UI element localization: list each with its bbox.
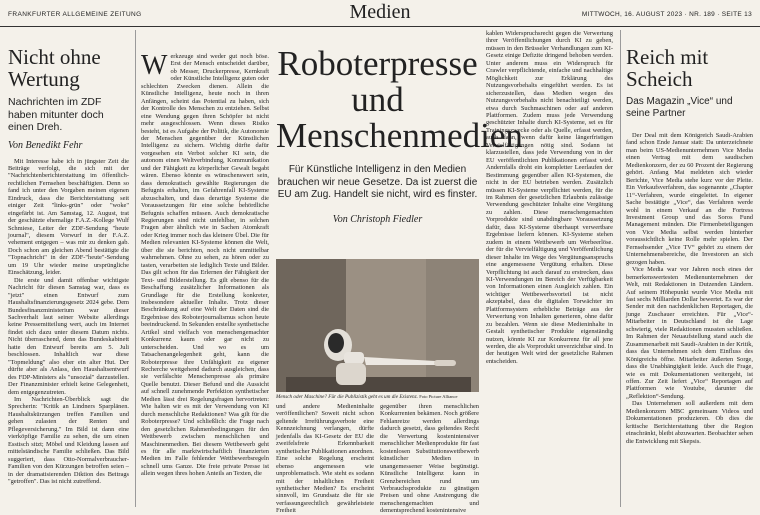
paragraph: Vice Media war vor Jahren noch eines der bemerkenswertesten Medienunternehmen der Welt, mit Redaktionen in Dutzenden Ländern. Auf seinem Höhepunkt wurde Vice Media mit fast sechs Milliarden Dollar bewertet. Es war der Sender mit den nachdenklichen Reportagen, die junge Zuschauer erreichten. Für „Vice“-Mitarbeiter in Deutschland ist die Lage schwierig, viele Redaktionen mussten schließen. Im Rahmen der Neuaufstellung stand auch die Zusammenarbeit mit Saudi-Arabien in der Kritik, dass das Unternehmen sich dem Einfluss des Königreichs öffne. Mitarbeiter äußerten Sorge, dass die Unabhängigkeit leide. Auch die Frage, wie es mit Dokumentationen weitergeht, ist offen. Zur Zeit liefert „Vice“ Reportagen auf Plattformen wie Youtube, darunter die „Reflektion“-Sendung. bbox=[626, 266, 753, 400]
paragraph: Die erste und damit offenbar wichtigste Nachricht für diesen Samstag war, dass es "jetzt" einen Entwurf zum Haushaltsfinanzierungsgesetz 2024 gebe. Dem Bundesfinanzministerium war dieser Sachverhalt laut seiner Website allerdings keine Pressemitteilung wert, auch im Internet findet sich dazu unter diesem Datum nichts. Nicht überraschend, denn das Bundeskabinett hatte den Entwurf bereits am 5. Juli beschlossen. Inhaltlich war diese "Topmeldung" also eher ein alter Hut. Der dürfte aber als Anlass, den Haushaltsentwurf des FDP-Ministers als "unsozial" darzustellen. Der Finanzminister erhielt keine Gelegenheit, dem entgegenzutreten. bbox=[8, 276, 129, 396]
photo-credit: Foto Picture Alliance bbox=[419, 394, 458, 399]
paragraph: Im Nachrichten-Überblick sagt die Sprecherin: "Kritik an Lindners Sparplänen. Haushaltskürzungen treffen Familien und gehen zulasten der Renten und Pflegeversicherung." Im Bild ist dann eine vierköpfige Familie zu sehen, die um einen Esstisch sitzt; Möbel und Kleidung lassen auf mittelständische Familie schließen. Das Bild suggeriert, dass Otto-Normalverbraucher-Familien von den Kürzungen betroffen seien – in der dramatisierenden Diktion des Beitrags "getroffen". Das ist nicht zutreffend. bbox=[8, 396, 129, 485]
drop-cap: W bbox=[141, 50, 168, 81]
robot-illustration bbox=[276, 259, 479, 392]
column-divider bbox=[135, 30, 136, 507]
newspaper-name: FRANKFURTER ALLGEMEINE ZEITUNG bbox=[8, 11, 142, 18]
main-column-4 bbox=[486, 30, 613, 507]
main-dek: Für Künstliche Intelligenz in den Medien brauchen wir neue Gesetze. Da ist zuerst die EU am Zug. Handelt sie nicht, wird es finster. bbox=[277, 164, 478, 200]
caption-text: Mensch oder Maschine? Für die Publizistik geht es um die Existenz. bbox=[276, 394, 418, 400]
main-column-2 bbox=[276, 403, 374, 515]
paragraph: Mit Interesse habe ich in jüngster Zeit die Beiträge verfolgt, die sich mit der "Nachrichtenberichterstattung im öffentlich-rechtlichen Fernsehen beschäftigten. Denn so fand ich unter den Vorgaben meinen eigenen Eindruck, dass die Berichterstattung seit einiger Zeit "links-grün" oder "woke" eingefärbt ist. Am Samstag, 12. August, trat der geschätzte ehemalige F.A.Z.-Kollege Wulf Schmiese, Leiter der ZDF-Sendung "heute journal", diesem Vorwurf in der F.A.Z. vehement entgegen – was mir zu denken gab. Doch schon am gleichen Abend bestätigte die "Topnachricht" in der ZDF-"heute"-Sendung um 19 Uhr wieder meine ursprüngliche Einschätzung, leider. bbox=[8, 157, 129, 277]
main-byline: Von Christoph Fiedler bbox=[332, 213, 423, 225]
right-headline: Reich mit Scheich bbox=[626, 45, 709, 91]
dateline: MITTWOCH, 16. AUGUST 2023 · NR. 189 · SEITE 13 bbox=[581, 11, 752, 18]
masthead bbox=[0, 0, 760, 27]
paragraph: der für die Vervielfältigung und Veröffentlichung dieser Inhalte im Wege des Vergütungsanspruchs eine angemessene Vergütung erhalten. Diese Verpflichtung ist auch darauf zu erstrecken, dass KI-Verwendungen im Bereich der Verfügbarkeit von Informationen einen Ausgleich zahlen. Ein wichtiger Wettbewerbsvorteil ist nicht akzeptabel, dass die digitalen Torwächter im Plattformsystem erhebliche Beträge aus der Verwertung von Inhalten generieren, ohne dafür zu bezahlen. Wenn sie diese Medieninhalte in Gestalt synthetischer Produkte eigenständig nutzen, könnte KI zur Konkurrenz für all jene werden, die als Vorprodukt unverzichtbar sind. In der heutigen Welt wird der gesetzliche Rahmen entscheiden. bbox=[486, 246, 613, 365]
robot-photo bbox=[276, 259, 479, 392]
photo-caption bbox=[276, 394, 479, 400]
paragraph: kablen Widerspruchsrecht gegen die Verwertung ihrer Veröffentlichungen durch KI zu geben, müssen in den Brüsseler Verhandlungen zum KI-Gesetz einige Defizite dringend behoben werden. Unter anderem muss ein Widerspruch für Crawler verpflichtende, einfache und nachhaltige Möglichkeit zur Erklärung des Nutzungsvorbehalts eingeführt werden. Es ist sicherzustellen, dass Medien wegen des Nutzungsvorbehalts nicht benachteiligt werden, etwa durch Suchmaschinen oder auf anderen Plattformen. Zudem muss jede Verwendung geschützter Inhalte durch KI-Systeme, sei es für Trainingszwecke oder als Quelle, erfasst werden, auch dann, wenn dafür keine längerfristigen Vervielfältigungen nötig sind. Sodann ist klarzustellen, dass jede Verwendung von in der EU veröffentlichten Publikationen erfasst wird. Andernfalls droht ein kompletter Leerlaufen der Bestimmung gegenüber allen KI-Systemen, die nicht in der EU betrieben werden. Zusätzlich müssen KI-Systeme verpflichtet werden, für die im Rahmen der gesetzlichen Erlaubnis zulässige Verwendung geschützter Inhalte eine Vergütung zu zahlen. Diese menschengemachten Vorprodukte sind unabdingbare Voraussetzung dafür, dass KI-Systeme überhaupt verwertbare Ergebnisse liefern können. KI-Systeme stehen zudem in einem Wettbewerb um Werbeerlöse. bbox=[486, 30, 613, 246]
main-body-1 bbox=[141, 50, 269, 478]
right-body bbox=[626, 132, 753, 445]
main-column-3 bbox=[380, 403, 479, 515]
main-headline: Roboterpresse und Menschenmedien bbox=[276, 44, 523, 155]
main-column-1 bbox=[141, 30, 269, 507]
paragraph: erkzeuge sind weder gut noch böse. Erst der Mensch entscheidet darüber, ob Messer, Druckerpresse, Kernkraft oder Künstliche Intelligenz guten oder schlechten Zwecken dienen. Allein die Künstliche Intelligenz, heute noch in ihren Anfängen, scheint das Potential zu haben, sich der Kontrolle des Menschen zu entziehen. Selbst eine Wendung gegen ihren Schöpfer ist nicht mehr ausgeschlossen. Wenn dieses Risiko besteht, ist es Aufgabe der Politik, die Autonomie der Menschen gegenüber der Künstlichen Intelligenz zu sichern. Wichtig dürfte dafür vorgesehen ein Verbot solcher KI sein, die autonom einen Weltverbindung, Kommunikation und der Fähigkeit zu körperlicher Gewalt begabt wären. Ebenso könnte es wünschenswert sein, dass demokratisch gewählte Regierungen die Befugnis erhalten, im Gefahrenfall KI-Systeme abzuschalten, und dass derartige Systeme die Voraussetzungen für eine solche behördliche Befugnis schaffen müssen. Auch demokratische Regierungen sind nicht unfehlbar, in solchen Fragen aber ähnlich wie in Sachen Atomkraft oder Krieg immer noch das kleinere Übel. Die für Medien relevanten KI-Systeme können die Welt, über die sie berichten, noch nicht unmittelbar wahrnehmen. Ohne zu sehen, zu hören oder zu tasten, verarbeiten sie lediglich Texte und Bilder. Das gilt schon für das Erlernen der Fähigkeit der Text- und Bilderstellung. Es gilt ebenso für die Beschaffung zusätzlicher Informationen als Grundlage für die Erstellung konkreter, insbesondere aktueller Inhalte. Trotz dieser Beschränkung auf eine Welt der Daten sind die Ergebnisse des Roboterjournalismus schon heute beeindruckend. In Sekunden erstellte synthetische Artikel sind vielfach von menschengemachter Konkurrenz kaum oder gar nicht zu unterscheiden. Und wo es um Tatsachenangelegenheit geht, kann die Roboterpresse ihre Unfähigkeit zu eigener Recherche weitgehend dadurch ausgleichen, dass sie verfälschte Menschenpresse als primäre Quelle benutzt. Dieser Befund und die Aussicht auf schnell zunehmende Perfektion synthetischer Medien lässt drei Regelungsfragen hervortreten: Wie halten wir es mit der Verwendung von KI durch menschliche Redaktionen? Was gilt für die Roboterpresse? Und schließlich: die Frage nach den gesetzlichen Rahmenbedingungen für den Wettbewerb zwischen menschlichen und Maschinenmedien. Bei diesem Wettbewerb geht es für alle marktwirtschaftlich finanzierten Medien im Falle fehlender Wettbewerbsregeln schnell ums Ganze. Die freie private Presse ist allein wegen ihres hohen Anteils an Texten, die bbox=[141, 53, 269, 478]
right-article bbox=[626, 30, 753, 507]
left-body bbox=[8, 158, 129, 486]
paragraph: Der Deal mit dem Königreich Saudi-Arabien fand schon Ende Januar statt: Da unterzeichnete man beim US-Medienunternehmen Vice Media einen Vertrag mit dem saudischen Medienkonzern, der zu 60 Prozent der Regierung gehört. Anfang Mai meldeten sich wieder Berichte, Vice Media stehe kurz vor der Pleite. Ein Verkaufsverfahren, das sogenannte „Chapter 11“-Verfahren, wurde eingeleitet. In eigener Sache bestätigte „Vice“, das Verfahren werde wohl in einem Verkauf an die Fortress Investment Group und das Soros Fund Management münden. Die Firmenbeteiligungen von Vice Media selbst werden hinterher voraussichtlich keine Rolle mehr spielen. Der Fernsehsender „Vice TV“ gehört zu einem der Unternehmensbereiche, die Investoren an sich gezogen haben. bbox=[626, 132, 753, 266]
left-headline: Nicht ohne Wertung bbox=[8, 45, 101, 91]
paragraph: und andere Medieninhalte veröffentlichen? Soweit nicht schon geltende Irreführungsverbote eine Kennzeichnung verlangen, dürfte jedenfalls das KI-Gesetz der EU die zweifelsfreie Erkennbarkeit synthetischer Publikationen anordnen. Eine solche Regelung erscheint ebenso angemessen wie unproblematisch. Wie steht es sodann mit der inhaltlichen Freiheit synthetischer Medien? Es erscheint sinnvoll, im Grundsatz die für sie verfassungsrechtlich gewährleistete Freiheit bbox=[276, 403, 374, 515]
main-headline-block bbox=[276, 30, 523, 225]
section-title: Medien bbox=[349, 1, 411, 23]
paragraph: gegenüber ihren menschlichen Konkurrenten bekämen. Noch größere Fehlanreize werden allerdings dadurch gesetzt, dass geltendes Recht die Verwertung kostenintensiver menschlicher Medienprodukte für fast kostenlosen Substitutionswettbewerb künstlicher Medien in unangemessener Weise begünstigt. Künstliche Intelligenz kann in Grenzbereichen rund um Verbrauchsprodukte zu günstigen Preisen und ohne Anstrengung die menschengemachten und dementsprechend kostenintensive bbox=[380, 403, 479, 515]
right-subhead: Das Magazin „Vice“ und seine Partner bbox=[626, 96, 733, 119]
left-byline: Von Benedikt Fehr bbox=[8, 139, 83, 151]
left-article bbox=[8, 30, 129, 507]
left-subhead: Nachrichten im ZDF haben mitunter doch einen Dreh. bbox=[8, 96, 104, 133]
paragraph: Das Unternehmen soll außerdem mit dem Medienkonzern MBC gemeinsam Videos und Dokumentationen produzieren. Ob dies die kritische Berichterstattung über die Region einschränkt, bleibt abzuwarten. Beobachter sehen die Entwicklung mit Skepsis. bbox=[626, 400, 753, 445]
column-divider bbox=[620, 30, 621, 507]
